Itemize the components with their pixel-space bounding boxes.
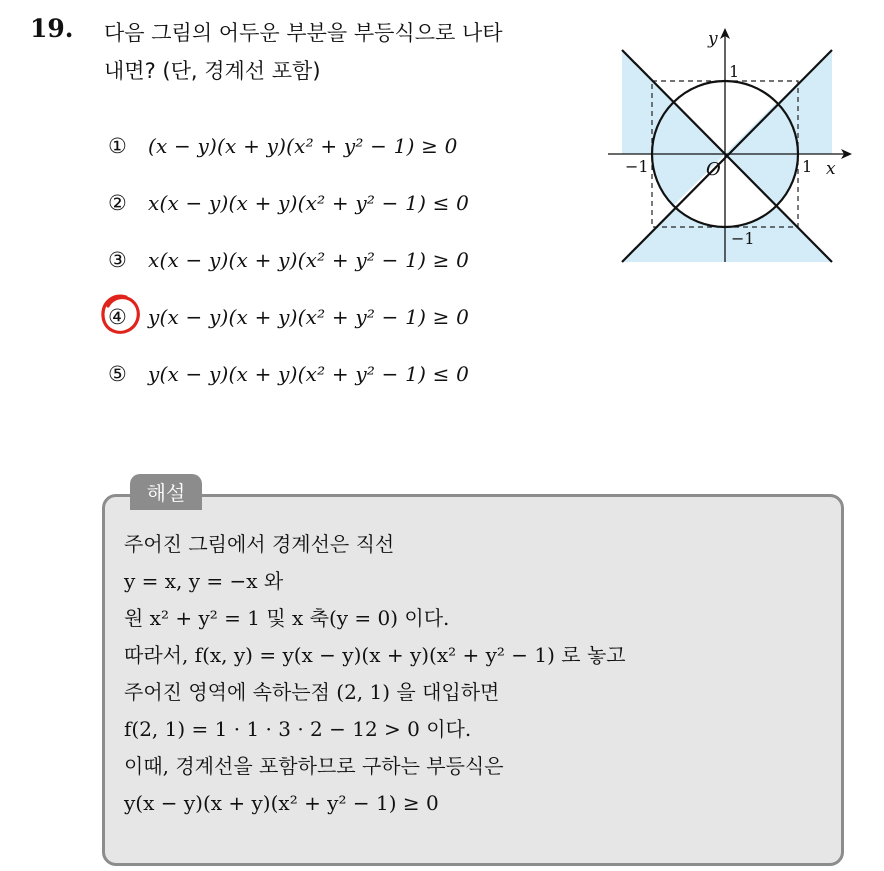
- tick-label-y-1: 1: [729, 62, 740, 81]
- question-text-line-1: 다음 그림의 어두운 부분을 부등식으로 나타: [104, 21, 503, 45]
- choice-5[interactable]: [108, 354, 469, 394]
- tick-label-x-neg-1: −1: [625, 157, 649, 176]
- choice-2-expression: x(x − y)(x + y)(x² + y² − 1) ≤ 0: [148, 191, 470, 215]
- choice-4-mark: ④: [108, 305, 127, 329]
- y-axis-label: y: [708, 29, 718, 49]
- x-axis-label: x: [826, 159, 836, 179]
- solution-tag: 해설: [130, 474, 202, 510]
- choice-2-mark: ②: [108, 191, 127, 215]
- solution-line-2: y = x, y = −x 와: [124, 569, 284, 593]
- choice-2[interactable]: [108, 183, 469, 223]
- solution-line-1: 주어진 그림에서 경계선은 직선: [124, 532, 395, 556]
- solution-line-6: f(2, 1) = 1 · 1 · 3 · 2 − 12 > 0 이다.: [124, 717, 472, 741]
- choice-1-mark: ①: [108, 134, 127, 158]
- question-number: 19.: [30, 14, 74, 43]
- solution-line-4: 따라서, f(x, y) = y(x − y)(x + y)(x² + y² − 1) 로 놓고: [124, 643, 626, 667]
- answer-circle-mark-icon: [96, 290, 146, 340]
- choice-4[interactable]: [108, 297, 469, 337]
- question-text-line-2: 내면? (단, 경계선 포함): [104, 59, 321, 83]
- choice-1[interactable]: [108, 126, 458, 166]
- choice-5-mark: ⑤: [108, 362, 127, 386]
- solution-line-7: 이때, 경계선을 포함하므로 구하는 부등식은: [124, 754, 504, 778]
- solution-line-8: y(x − y)(x + y)(x² + y² − 1) ≥ 0: [124, 791, 439, 815]
- region-graph: [600, 22, 860, 272]
- tick-label-x-1: 1: [802, 157, 813, 176]
- choice-3[interactable]: [108, 240, 469, 280]
- choice-5-expression: y(x − y)(x + y)(x² + y² − 1) ≤ 0: [148, 362, 470, 386]
- choice-3-mark: ③: [108, 248, 127, 272]
- solution-text: [124, 526, 626, 822]
- choice-4-expression: y(x − y)(x + y)(x² + y² − 1) ≥ 0: [148, 305, 470, 329]
- solution-line-3: 원 x² + y² = 1 및 x 축(y = 0) 이다.: [124, 606, 450, 630]
- origin-label: O: [706, 159, 721, 180]
- choice-3-expression: x(x − y)(x + y)(x² + y² − 1) ≥ 0: [148, 248, 470, 272]
- question-text: [104, 14, 594, 90]
- tick-label-y-neg-1: −1: [731, 229, 755, 248]
- choice-1-expression: (x − y)(x + y)(x² + y² − 1) ≥ 0: [148, 134, 458, 158]
- solution-line-5: 주어진 영역에 속하는점 (2, 1) 을 대입하면: [124, 680, 500, 704]
